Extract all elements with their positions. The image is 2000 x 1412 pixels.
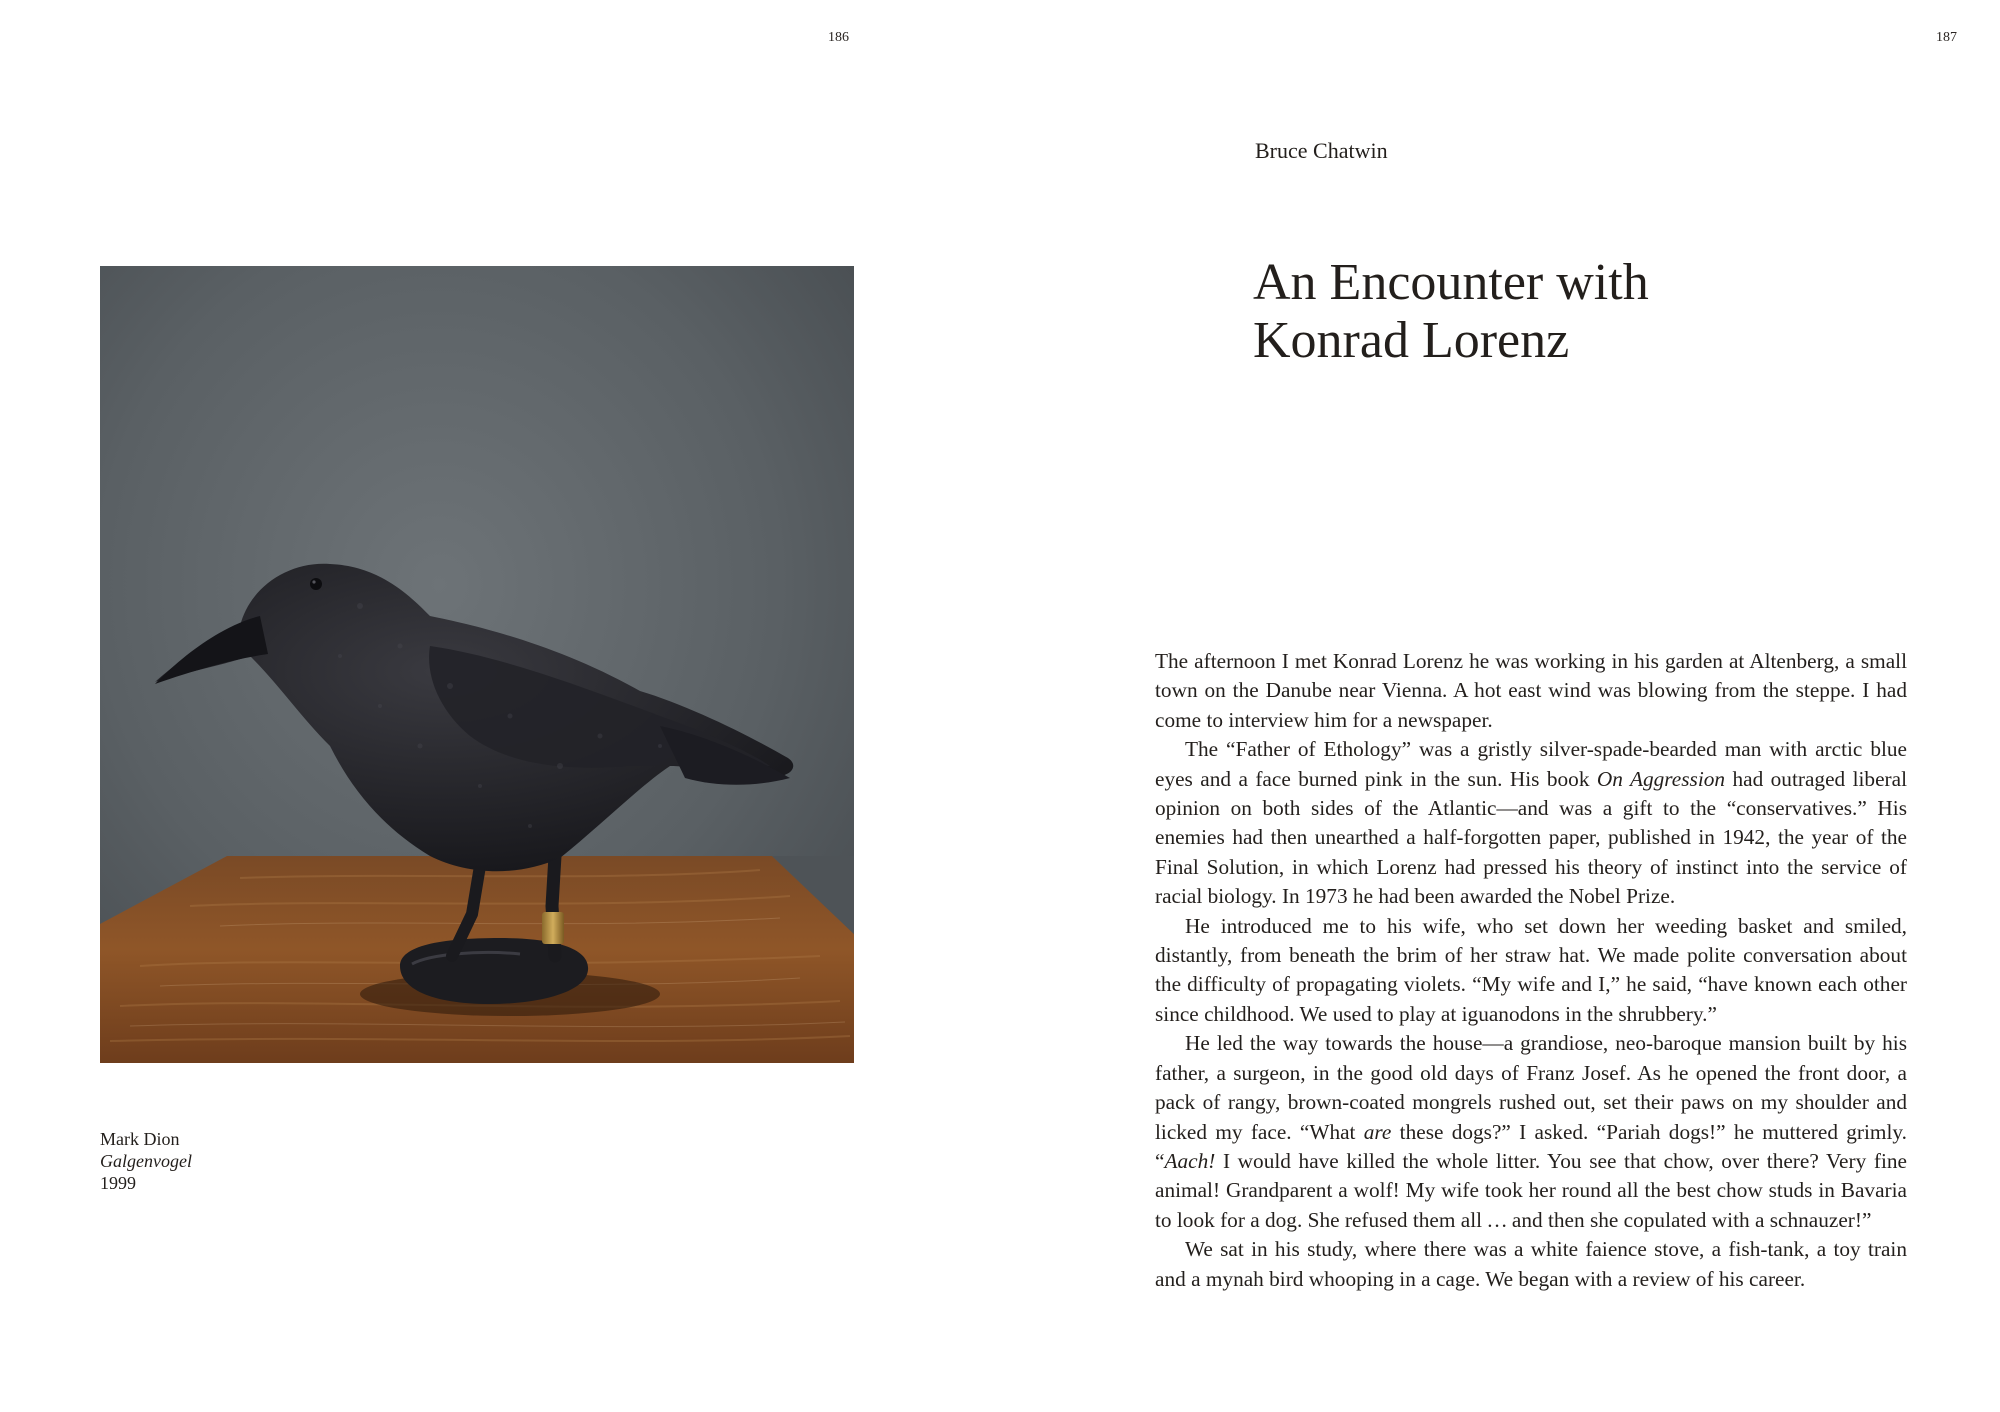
caption-artwork-title: Galgenvogel	[100, 1151, 192, 1171]
essay-body	[1155, 647, 1907, 1294]
paragraph-4	[1155, 1029, 1907, 1235]
paragraph-4-emphasis-aach: Aach!	[1164, 1148, 1216, 1173]
paragraph-3: He introduced me to his wife, who set down her weeding basket and smiled, distantly, from beneath the brim of her straw hat. We made polite conversation about the difficulty of propagating violets. “My wife and I,” he said, “have known each other since childhood. We used to play at iguanodons in the shrubbery.”	[1155, 913, 1907, 1026]
paragraph-4-emphasis-are: are	[1363, 1119, 1392, 1144]
paragraph-5: We sat in his study, where there was a white faience stove, a fish-tank, a toy train and a mynah bird whooping in a cage. We began with a review of his career.	[1155, 1237, 1907, 1291]
paragraph-4-text-e: I would have killed the whole litter. You see that chow, over there? Very fine animal! Grandparent a wolf! My wife took her round all the best chow studs in Bavaria to look for a dog. She refused them all … and then she copulated with a schnauzer!”	[1155, 1148, 1907, 1232]
artwork-photo	[100, 266, 854, 1063]
raven-sculpture-image	[100, 266, 854, 1063]
essay-title-line2: Konrad Lorenz	[1253, 312, 1570, 369]
paragraph-4-text-a: He led the way towards the house—a grandiose, neo-baroque mansion built by his father, a surgeon, in the good old days of Franz Josef. As he opened the front door, a pack of rangy, brown-coated mongrels rushed out, set their paws on my shoulder and licked my face. “What	[1155, 1031, 1907, 1144]
caption-year: 1999	[100, 1173, 136, 1193]
paragraph-2-text-a: The “Father of Ethology” was a gristly silver-spade-bearded man with arctic blue eyes and a face burned pink in the sun. His book	[1155, 737, 1907, 791]
paragraph-2	[1155, 735, 1907, 911]
paragraph-2-text-c: had outraged liberal opinion on both sides of the Atlantic—and was a gift to the “conservatives.” His enemies had then unearthed a half-forgotten paper, published in 1942, the year of the Final Solution, in which Lorenz had pressed his theory of instinct into the service of racial biology. In 1973 he had been awarded the Nobel Prize.	[1155, 766, 1907, 909]
essay-title-line1: An Encounter with	[1253, 254, 1649, 311]
book-title-on-aggression: On Aggression	[1596, 766, 1726, 791]
page-number-left: 186	[828, 30, 849, 45]
paragraph-4-text-c: these dogs?” I asked. “Pariah dogs!” he muttered grimly. “	[1155, 1119, 1907, 1173]
caption-artist: Mark Dion	[100, 1129, 180, 1149]
page-number-right: 187	[1936, 30, 1957, 45]
essay-author: Bruce Chatwin	[1255, 138, 1388, 163]
paragraph-1: The afternoon I met Konrad Lorenz he was working in his garden at Altenberg, a small town on the Danube near Vienna. A hot east wind was blowing from the steppe. I had come to interview him for a newspaper.	[1155, 649, 1907, 732]
essay-title	[1253, 254, 1853, 370]
artwork-caption	[100, 1128, 192, 1194]
